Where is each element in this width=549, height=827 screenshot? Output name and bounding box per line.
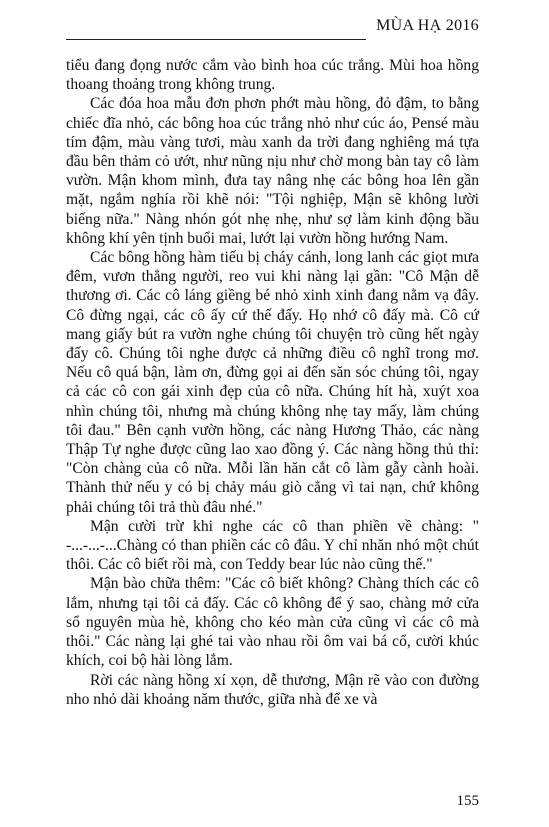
paragraph: Các bông hồng hàm tiếu bị cháy cánh, long lanh các giọt mưa đêm, vươn thẳng người, reo vui khi nàng lại gần: "Cô Mận dễ thương ơi. Các cô láng giềng bé nhỏ xinh xinh đang nằm vạ đây. Cô đừng ngại, các cô ấy cứ thế đấy. Họ nhớ cô đấy mà. Cô cứ mang giấy bút ra vườn nghe chúng tôi chuyện trò cũng hết ngày đấy cô. Chúng tôi nghe được cả những điều cô nghĩ trong mơ. Nếu cô quá bận, làm ơn, đừng gọi ai đến săn sóc chúng tôi, ngay cả các cô con gái xinh đẹp của cô nữa. Chúng hít hà, xuýt xoa nhìn chúng tôi, nhưng mà chúng không nhẹ tay mấy, làm chúng tôi đau." Bên cạnh vườn hồng, các nàng Hương Thảo, các nàng Thập Tự nghe được cũng lao xao đồng ý. Các nàng hồng thủ thỉ: "Còn chàng của cô nữa. Mỗi lần hăn cắt cô làm gẫy cành hoài. Thành thử nếu y có bị chảy máu giò cẳng vì tai nạn, chứ không phải chúng tôi trả thù đâu nhé." (66, 249, 479, 516)
page-number: 155 (456, 793, 479, 809)
paragraph: Các đóa hoa mẫu đơn phơn phớt màu hồng, đỏ đậm, to bằng chiếc đĩa nhỏ, các bông hoa cúc trắng nhỏ như cúc áo, Pensé màu tím đậm, màu vàng tươi, màu xanh da trời đang nghiêng má tựa đầu bên thảm cỏ ướt, như nũng nịu như chờ mong bàn tay cô làm vườn. Mận khom mình, đưa tay nâng nhẹ các bông hoa lên gần mặt, ngắm nghía rồi khẽ nói: "Tội nghiệp, Mận sẽ không lười biếng nữa." Nàng nhón gót nhẹ nhẹ, như sợ làm kinh động bầu không khí yên tịnh buổi mai, lướt lại vườn hồng hướng Nam. (66, 95, 479, 247)
paragraph: tiểu đang đọng nước cắm vào bình hoa cúc trắng. Mùi hoa hồng thoang thoảng trong không trung. (66, 57, 479, 94)
paragraph: Mận bào chữa thêm: "Các cô biết không? Chàng thích các cô lắm, nhưng tại tôi cả đấy. Các cô không để ý sao, chàng mở cửa sổ nguyên mùa hè, không cho kéo màn cửa cũng vì các cô mà thôi." Các nàng lại ghé tai vào nhau rồi ôm vai bá cổ, cười khúc khích, coi bộ hài lòng lắm. (66, 575, 479, 670)
paragraph: Mận cười trừ khi nghe các cô than phiền về chàng: " -...-...-...Chàng có than phiền các cô đâu. Y chỉ nhăn nhó một chút thôi. Các cô biết rồi mà, con Teddy bear lúc nào cũng thế." (66, 517, 479, 574)
body-text (66, 56, 479, 709)
paragraph: Rời các nàng hồng xí xọn, dễ thương, Mận rẽ vào con đường nho nhỏ dài khoảng năm thước, giữa nhà để xe và (66, 671, 479, 708)
running-header: MÙA HẠ 2016 (376, 17, 479, 34)
header-rule (66, 39, 366, 40)
